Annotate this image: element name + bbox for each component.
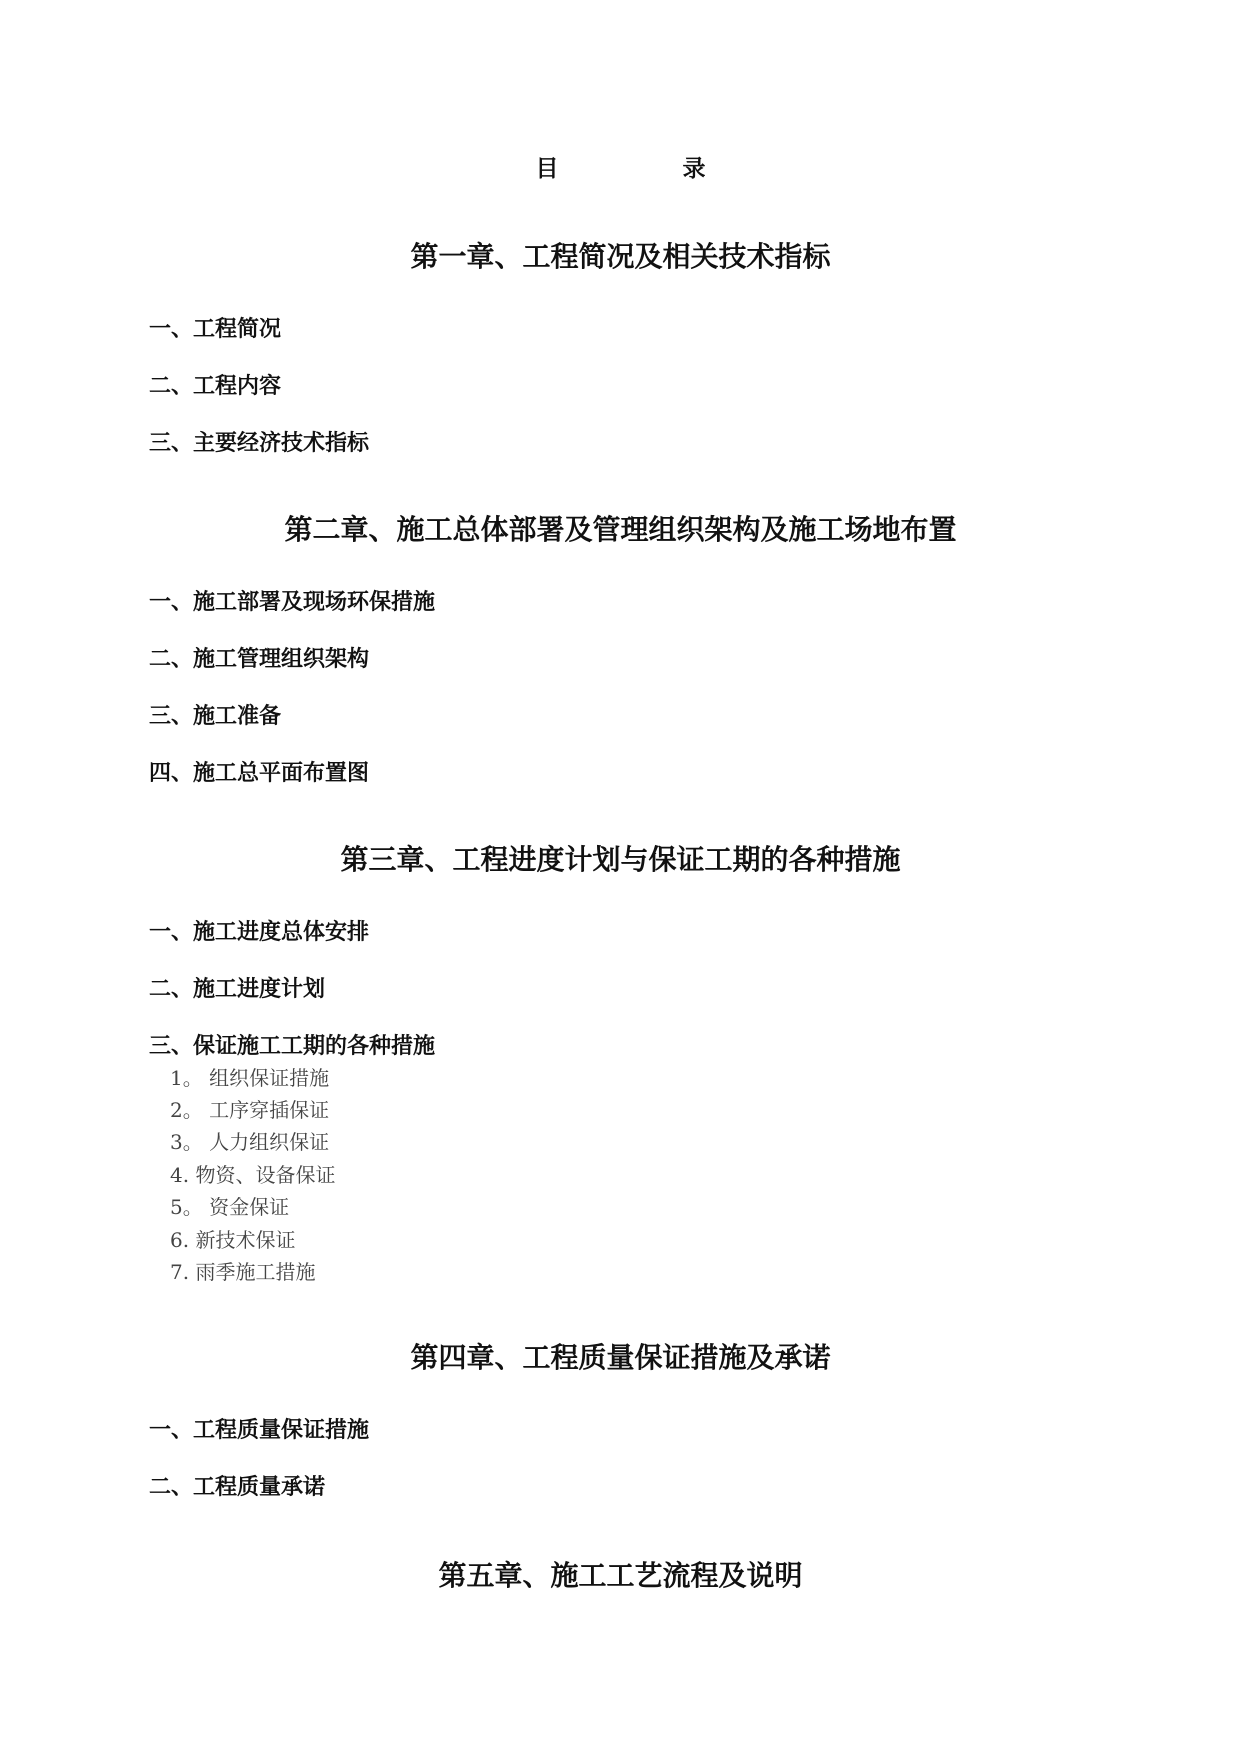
chapter-2-title: 第二章、施工总体部署及管理组织架构及施工场地布置 [284, 513, 957, 546]
chapter-3-section-1: 一、施工进度总体安排 [149, 919, 370, 945]
chapter-1-section-1: 一、工程简况 [149, 316, 282, 342]
chapter-2-section-2: 二、施工管理组织架构 [149, 646, 370, 672]
chapter-1-section-2: 二、工程内容 [149, 373, 282, 399]
chapter-2-section-1: 一、施工部署及现场环保措施 [149, 589, 436, 615]
chapter-2-section-3: 三、施工准备 [149, 703, 282, 729]
chapter-3-title: 第三章、工程进度计划与保证工期的各种措施 [340, 843, 901, 876]
chapter-3-subitem-2: 2。 工序穿插保证 [170, 1098, 330, 1122]
chapter-3-subitem-3: 3。 人力组织保证 [170, 1130, 330, 1154]
toc-title: 目 录 [535, 155, 764, 182]
chapter-3-subitem-4: 4. 物资、设备保证 [170, 1163, 336, 1187]
chapter-1-title: 第一章、工程简况及相关技术指标 [410, 240, 831, 273]
chapter-3-section-2: 二、施工进度计划 [149, 976, 326, 1002]
chapter-3-section-3: 三、保证施工工期的各种措施 [149, 1033, 436, 1059]
chapter-4-title: 第四章、工程质量保证措施及承诺 [410, 1341, 831, 1374]
chapter-3-subitem-7: 7. 雨季施工措施 [170, 1260, 316, 1284]
chapter-3-subitem-5: 5。 资金保证 [170, 1195, 290, 1219]
chapter-4-section-1: 一、工程质量保证措施 [149, 1417, 370, 1443]
chapter-2-section-4: 四、施工总平面布置图 [149, 760, 370, 786]
chapter-3-subitem-1: 1。 组织保证措施 [170, 1066, 330, 1090]
chapter-3-subitem-6: 6. 新技术保证 [170, 1228, 296, 1252]
chapter-1-section-3: 三、主要经济技术指标 [149, 430, 370, 456]
chapter-5-title: 第五章、施工工艺流程及说明 [438, 1559, 803, 1592]
chapter-4-section-2: 二、工程质量承诺 [149, 1474, 326, 1500]
